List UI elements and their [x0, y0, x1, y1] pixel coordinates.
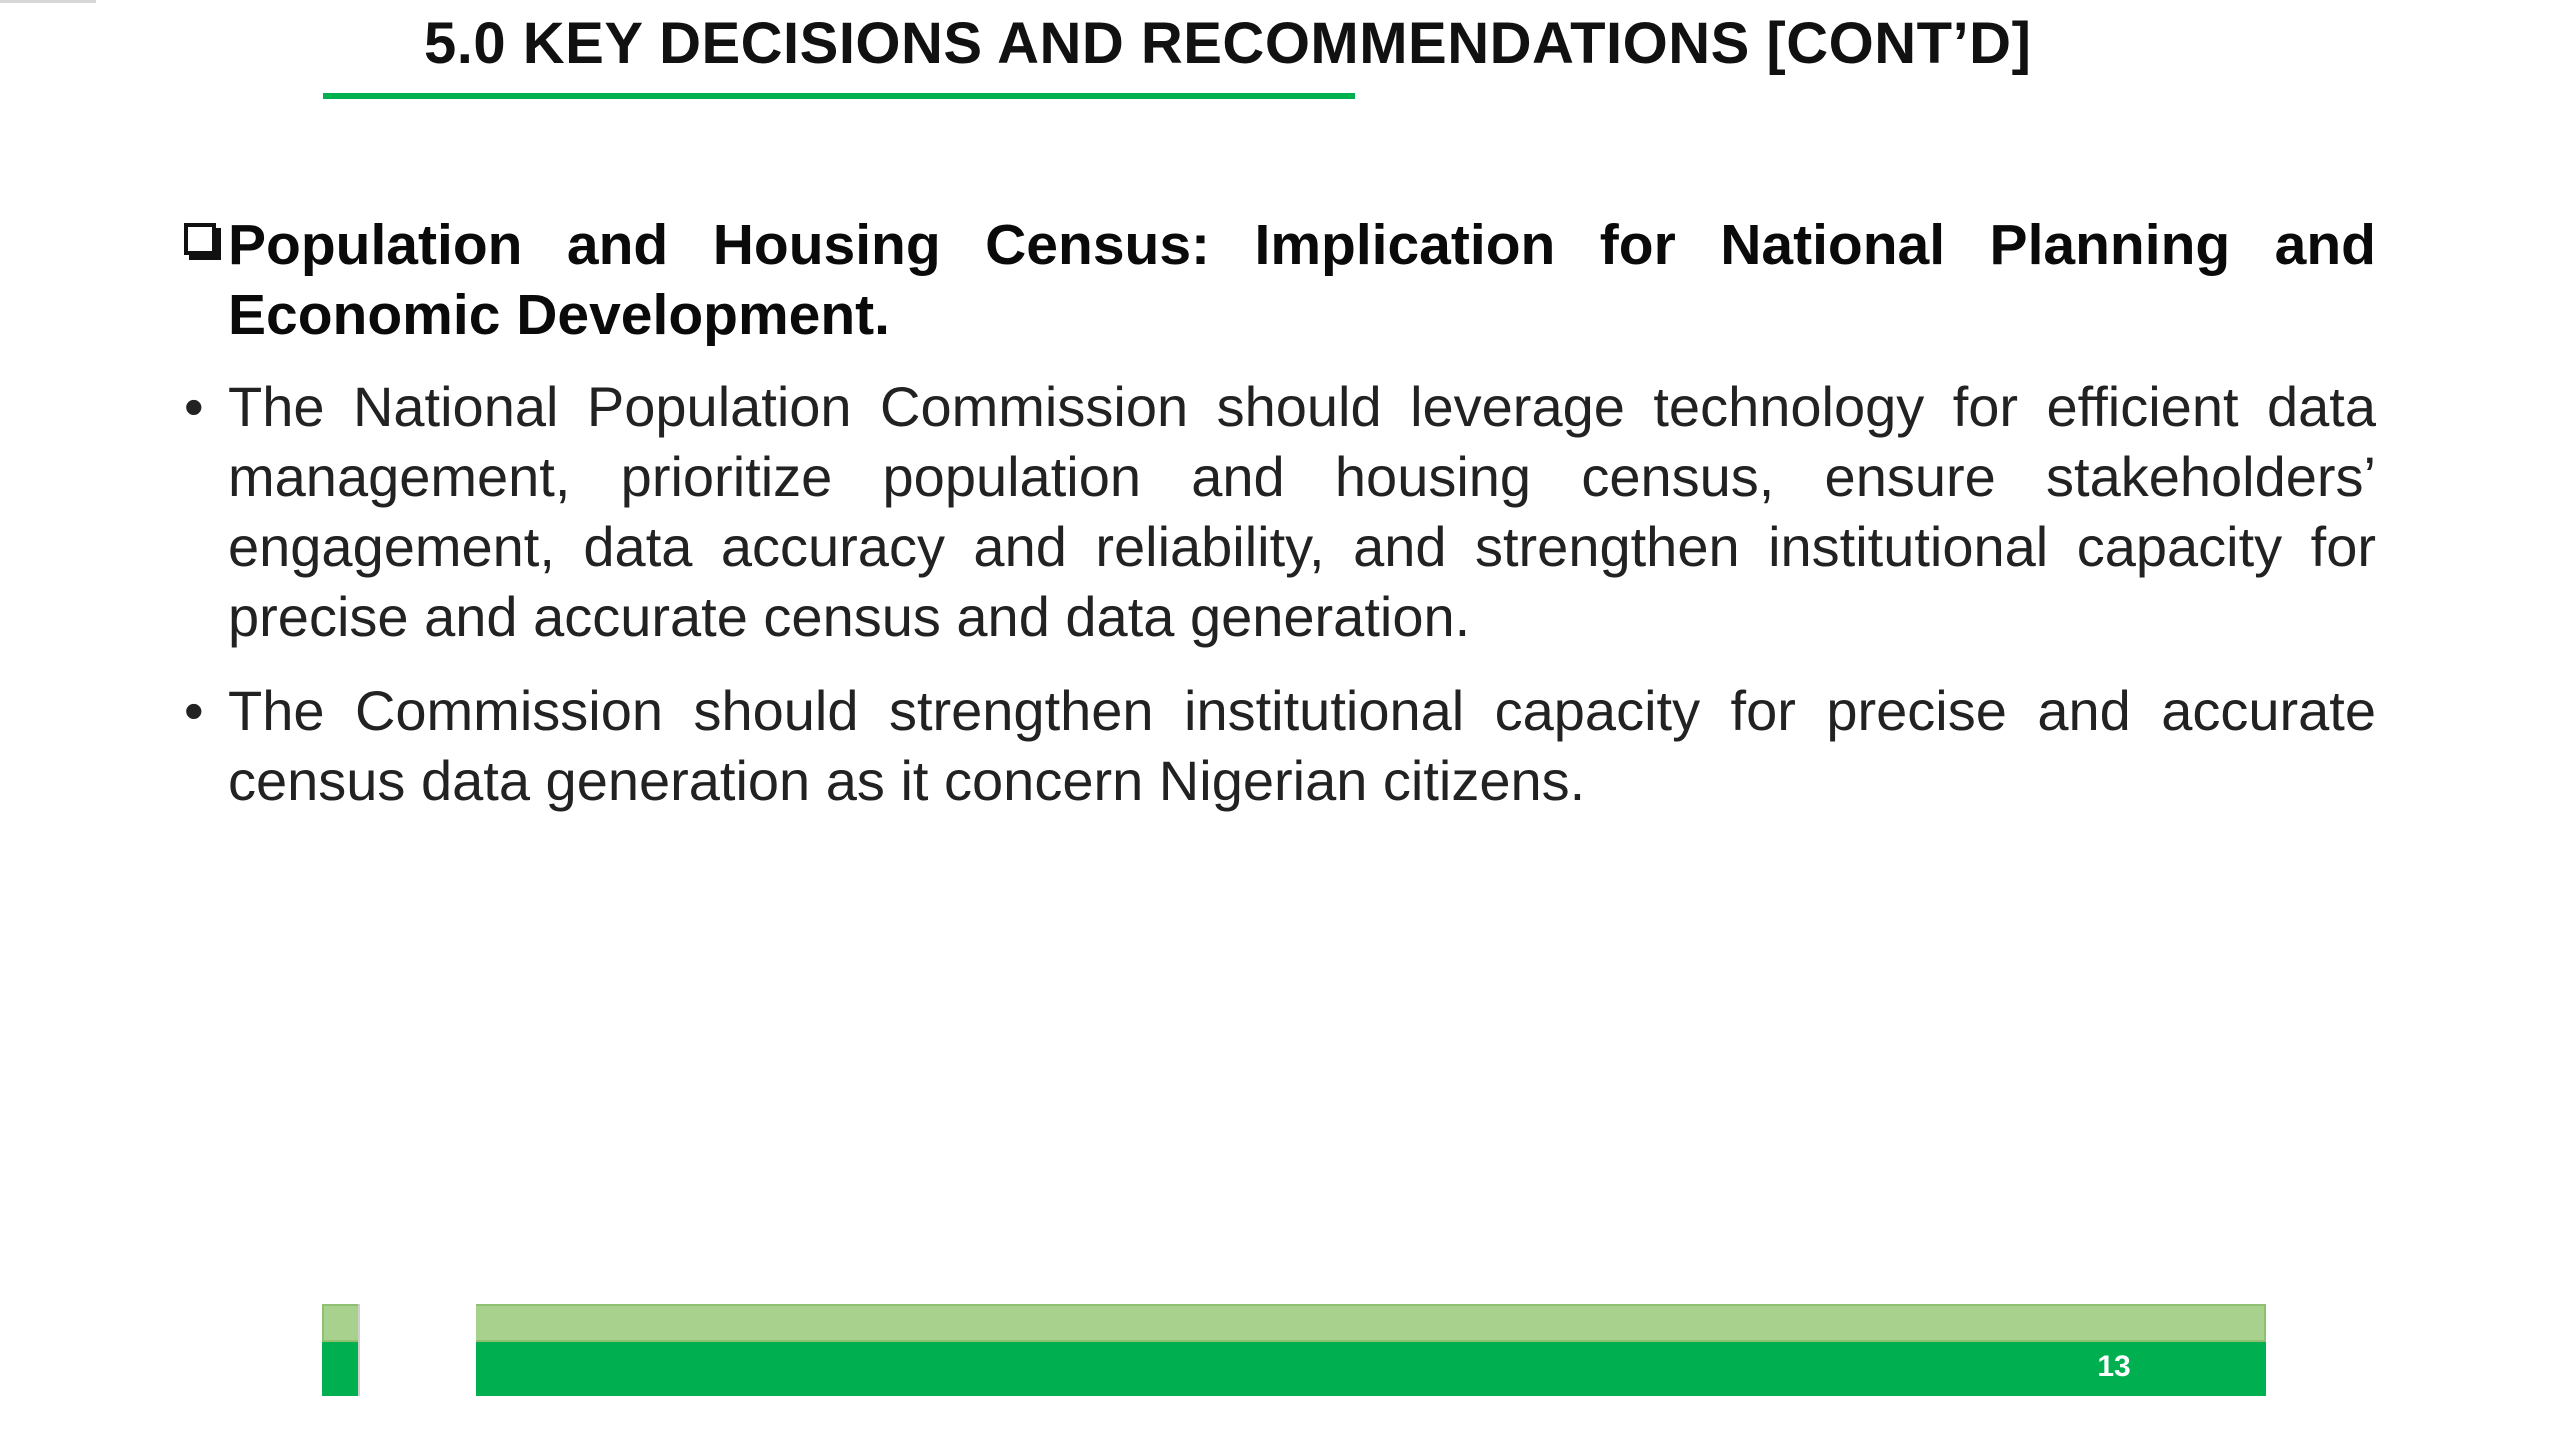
- list-item: [184, 676, 2376, 816]
- page-number: 13: [2097, 1350, 2131, 1383]
- corner-mark: [0, 0, 96, 3]
- footer-logo-box: [358, 1304, 476, 1396]
- title-underline: [323, 93, 1355, 99]
- slide-title: 5.0 KEY DECISIONS AND RECOMMENDATIONS [CONT’D]: [424, 11, 2032, 76]
- bullet-dot-icon: •: [184, 375, 204, 438]
- bullet-list: [184, 372, 2376, 816]
- slide-content: [184, 210, 2376, 840]
- checkbox-icon: [184, 223, 216, 255]
- section-heading: [184, 210, 2376, 350]
- bullet-text: The National Population Commission should leverage technology for efficient data management, prioritize population and housing census, ensure stakeholders’ engagement, data accuracy and reliability, and strengthen institutional capacity for precise and accurate census and data generation.: [228, 375, 2376, 648]
- footer-dark-band: [322, 1342, 2266, 1396]
- bullet-text: The Commission should strengthen institutional capacity for precise and accurate census data generation as it concern Nigerian citizens.: [228, 679, 2376, 812]
- bullet-dot-icon: •: [184, 679, 204, 742]
- footer-light-band: [322, 1304, 2266, 1342]
- list-item: [184, 372, 2376, 652]
- section-heading-text: Population and Housing Census: Implication for National Planning and Economic Development.: [228, 213, 2376, 347]
- footer-bar: [322, 1304, 2266, 1396]
